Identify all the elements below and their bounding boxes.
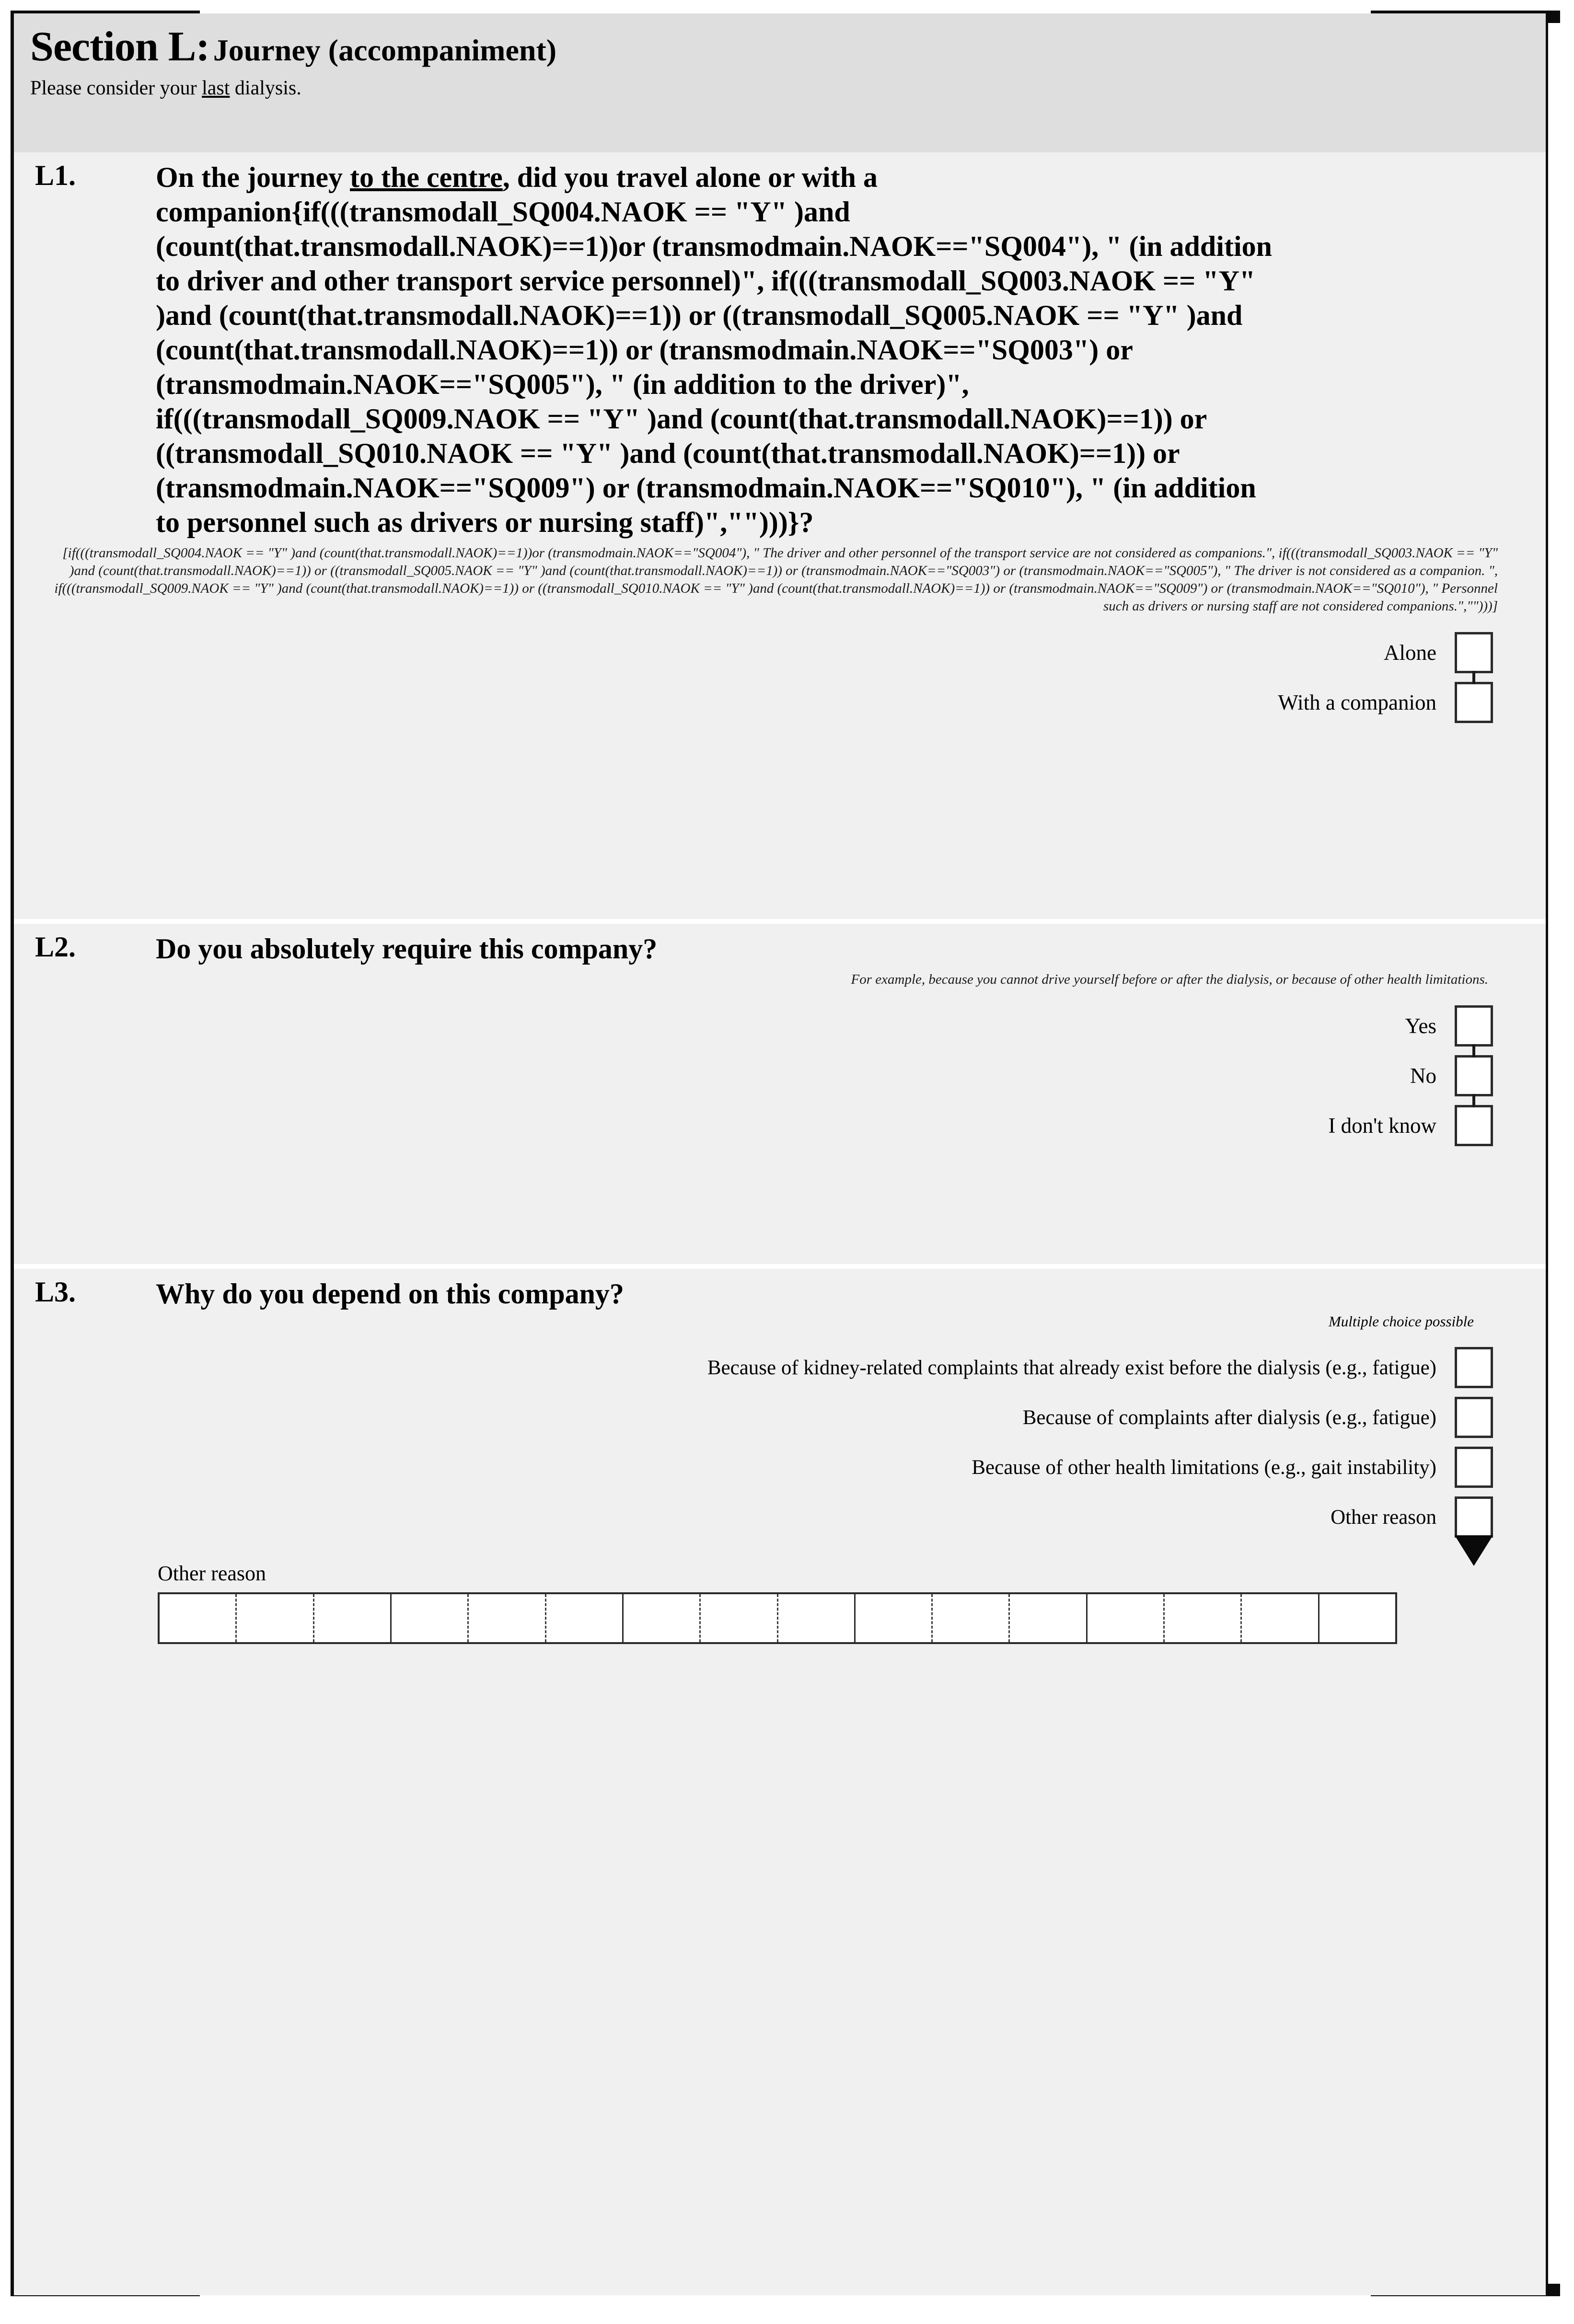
- question-hint-l1: [if(((transmodall_SQ004.NAOK == "Y" )and (count(that.transmodall.NAOK)==1))or (transmodmain.NAOK=="SQ004"), " The driver and other personnel of the transport service are not considered as companions.", if(((transmodall_SQ003.NAOK == "Y" )and (count(that.transmodall.NAOK)==1)) or ((transmodall_SQ005.NAOK == "Y" )and (count(that.transmodall.NAOK)==1)) or (transmodmain.NAOK=="SQ003") or (transmodmain.NAOK=="SQ005"), " The driver is not considered as a companion. ", if(((transmodall_SQ009.NAOK == "Y" )and (count(that.transmodall.NAOK)==1)) or ((transmodall_SQ010.NAOK == "Y" )and (count(that.transmodall.NAOK)==1)) or (transmodmain.NAOK=="SQ009") or (transmodmain.NAOK=="SQ010"), " Personnel such as drivers or nursing staff are not considered companions.","")))]: [54, 545, 1498, 614]
- question-block-l1: [14, 152, 1546, 919]
- checkbox-with-a-companion[interactable]: [1455, 682, 1493, 723]
- comb-cell: [1242, 1594, 1319, 1642]
- checkbox-complaints-after-dialysis[interactable]: [1455, 1397, 1493, 1438]
- option-row-alone[interactable]: [14, 628, 1546, 678]
- checkbox-no[interactable]: [1455, 1055, 1493, 1096]
- comb-cell: [469, 1594, 546, 1642]
- question-number-l3: L3.: [35, 1276, 76, 1308]
- comb-cell: [701, 1594, 778, 1642]
- option-label-alone: Alone: [1384, 641, 1436, 665]
- option-row-no[interactable]: [14, 1051, 1546, 1101]
- option-label-no: No: [1410, 1064, 1436, 1088]
- option-label-i-dont-know: I don't know: [1328, 1114, 1436, 1138]
- option-row-with-a-companion[interactable]: [14, 678, 1546, 727]
- comb-cell: [1319, 1594, 1395, 1642]
- question-block-l3: [14, 1264, 1546, 2295]
- comb-cell: [933, 1594, 1010, 1642]
- section-title: [30, 23, 1546, 70]
- question-number-l1: L1.: [35, 160, 76, 191]
- options-l1: [14, 628, 1546, 727]
- option-row-i-dont-know[interactable]: [14, 1101, 1546, 1150]
- question-text-l1-rest: , did you travel alone or with a companion{if(((transmodall_SQ004.NAOK == "Y" )and (count(that.transmodall.NAOK)==1))or (transmodmain.NAOK=="SQ004"), " (in addition to driver and other transport service personnel)", if(((transmodall_SQ003.NAOK == "Y" )and (count(that.transmodall.NAOK)==1)) or ((transmodall_SQ005.NAOK == "Y" )and (count(that.transmodall.NAOK)==1)) or (transmodmain.NAOK=="SQ003") or (transmodmain.NAOK=="SQ005"), " (in addition to the driver)", if(((transmodall_SQ009.NAOK == "Y" )and (count(that.transmodall.NAOK)==1)) or ((transmodall_SQ010.NAOK == "Y" )and (count(that.transmodall.NAOK)==1)) or (transmodmain.NAOK=="SQ009") or (transmodmain.NAOK=="SQ010"), " (in addition to personnel such as drivers or nursing staff)","")))}?: [156, 161, 1272, 538]
- checkbox-other-health-limitations[interactable]: [1455, 1447, 1493, 1488]
- section-note-suffix: dialysis.: [230, 77, 301, 99]
- comb-cell: [1165, 1594, 1242, 1642]
- checkbox-kidney-related-complaints[interactable]: [1455, 1347, 1493, 1388]
- section-note-prefix: Please consider your: [30, 77, 202, 99]
- question-text-l1-lead: On the journey: [156, 161, 350, 193]
- question-hint-l3: Multiple choice possible: [1328, 1313, 1474, 1330]
- comb-cell: [546, 1594, 624, 1642]
- options-l2: [14, 1001, 1546, 1150]
- checkbox-other-reason[interactable]: [1455, 1496, 1493, 1538]
- option-row-complaints-after-dialysis[interactable]: [14, 1392, 1546, 1442]
- section-note-underlined: last: [202, 77, 230, 99]
- checkbox-alone[interactable]: [1455, 632, 1493, 673]
- option-row-other-health-limitations[interactable]: [14, 1442, 1546, 1492]
- question-number-l2: L2.: [35, 931, 76, 963]
- checkbox-i-dont-know[interactable]: [1455, 1105, 1493, 1146]
- form-sheet: [11, 13, 1548, 2295]
- comb-cell: [856, 1594, 933, 1642]
- option-label-other-reason: Other reason: [1331, 1506, 1436, 1529]
- comb-cell: [237, 1594, 314, 1642]
- comb-cell: [392, 1594, 469, 1642]
- option-label-complaints-after-dialysis: Because of complaints after dialysis (e.g., fatigue): [1022, 1406, 1436, 1429]
- section-title-text: Journey (accompaniment): [213, 33, 557, 67]
- question-text-l1-underlined: to the centre: [350, 161, 503, 193]
- question-hint-l2: For example, because you cannot drive yourself before or after the dialysis, or because of other health limitations.: [851, 972, 1488, 987]
- checkbox-yes[interactable]: [1455, 1005, 1493, 1047]
- other-reason-freetext-group: [14, 1561, 1546, 1644]
- comb-cell: [160, 1594, 237, 1642]
- option-label-kidney-related-complaints: Because of kidney-related complaints that already exist before the dialysis (e.g., fatigue): [707, 1356, 1436, 1379]
- question-text-l2: Do you absolutely require this company?: [156, 933, 658, 965]
- option-label-with-a-companion: With a companion: [1278, 690, 1436, 715]
- comb-cell: [314, 1594, 392, 1642]
- option-row-yes[interactable]: [14, 1001, 1546, 1051]
- options-l3: [14, 1343, 1546, 1542]
- comb-cell: [1010, 1594, 1087, 1642]
- section-header: [14, 13, 1546, 152]
- option-row-other-reason[interactable]: [14, 1492, 1546, 1542]
- comb-cell: [778, 1594, 856, 1642]
- question-text-l3: Why do you depend on this company?: [156, 1278, 624, 1310]
- question-block-l2: [14, 919, 1546, 1264]
- question-text-l1: [156, 160, 1277, 540]
- section-note: [30, 77, 1546, 100]
- option-label-other-health-limitations: Because of other health limitations (e.g., gait instability): [972, 1456, 1436, 1479]
- section-label: Section L:: [30, 23, 209, 70]
- comb-cell: [624, 1594, 701, 1642]
- option-label-yes: Yes: [1405, 1014, 1436, 1038]
- other-reason-input[interactable]: [158, 1592, 1397, 1644]
- other-reason-freetext-label: Other reason: [158, 1562, 266, 1585]
- option-row-kidney-related-complaints[interactable]: [14, 1343, 1546, 1392]
- comb-cell: [1088, 1594, 1165, 1642]
